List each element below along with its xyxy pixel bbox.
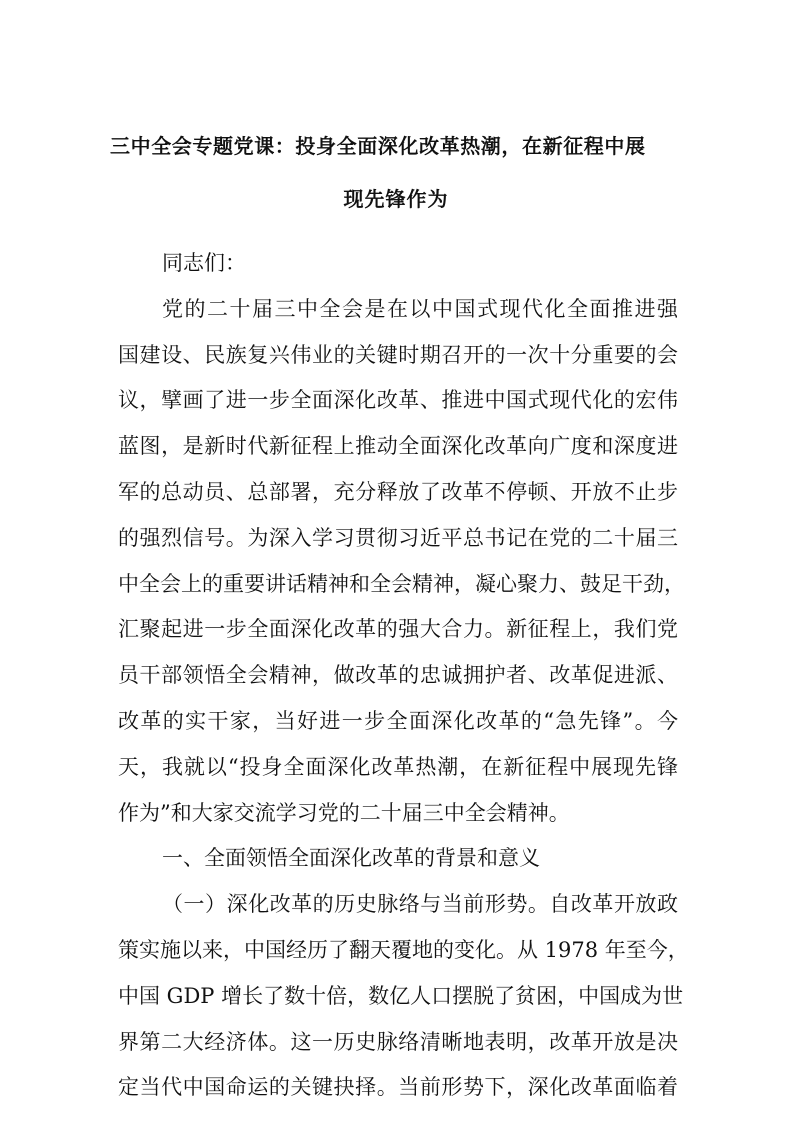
text-line: 汇聚起进一步全面深化改革的强大合力。新征程上，我们党 xyxy=(118,617,678,642)
text-line: 同志们： xyxy=(162,251,246,275)
text-line: 蓝图，是新时代新征程上推动全面深化改革向广度和深度进 xyxy=(118,434,678,459)
document-title-line-2: 现先锋作为 xyxy=(343,187,449,211)
text-line: 军的总动员、总部署，充分释放了改革不停顿、开放不止步 xyxy=(118,479,678,504)
text-line: 界第二大经济体。这一历史脉络清晰地表明，改革开放是决 xyxy=(118,1029,678,1054)
document-body xyxy=(118,241,689,1111)
text-line: 策实施以来，中国经历了翻天覆地的变化。从 1978 年至今， xyxy=(118,937,689,962)
text-line: （一）深化改革的历史脉络与当前形势。自改革开放政 xyxy=(162,892,678,917)
text-line: 国建设、民族复兴伟业的关键时期召开的一次十分重要的会 xyxy=(118,342,678,367)
text-line: 天，我就以“投身全面深化改革热潮，在新征程中展现先锋 xyxy=(118,754,678,779)
text-line: 作为”和大家交流学习党的二十届三中全会精神。 xyxy=(118,800,570,825)
text-line: 中国 GDP 增长了数十倍，数亿人口摆脱了贫困，中国成为世 xyxy=(118,983,684,1008)
document-title-line-1: 三中全会专题党课：投身全面深化改革热潮，在新征程中展 xyxy=(110,134,646,158)
text-line: 一、全面领悟全面深化改革的背景和意义 xyxy=(162,846,540,871)
text-line: 党的二十届三中全会是在以中国式现代化全面推进强 xyxy=(162,296,678,321)
text-line: 中全会上的重要讲话精神和全会精神，凝心聚力、鼓足干劲， xyxy=(118,571,685,596)
text-line: 的强烈信号。为深入学习贯彻习近平总书记在党的二十届三 xyxy=(118,525,678,550)
text-line: 定当代中国命运的关键抉择。当前形势下，深化改革面临着 xyxy=(118,1075,678,1100)
text-line: 员干部领悟全会精神，做改革的忠诚拥护者、改革促进派、 xyxy=(118,663,678,688)
text-line: 改革的实干家，当好进一步全面深化改革的“急先锋”。今 xyxy=(118,708,678,733)
text-line: 议，擘画了进一步全面深化改革、推进中国式现代化的宏伟 xyxy=(118,388,678,413)
